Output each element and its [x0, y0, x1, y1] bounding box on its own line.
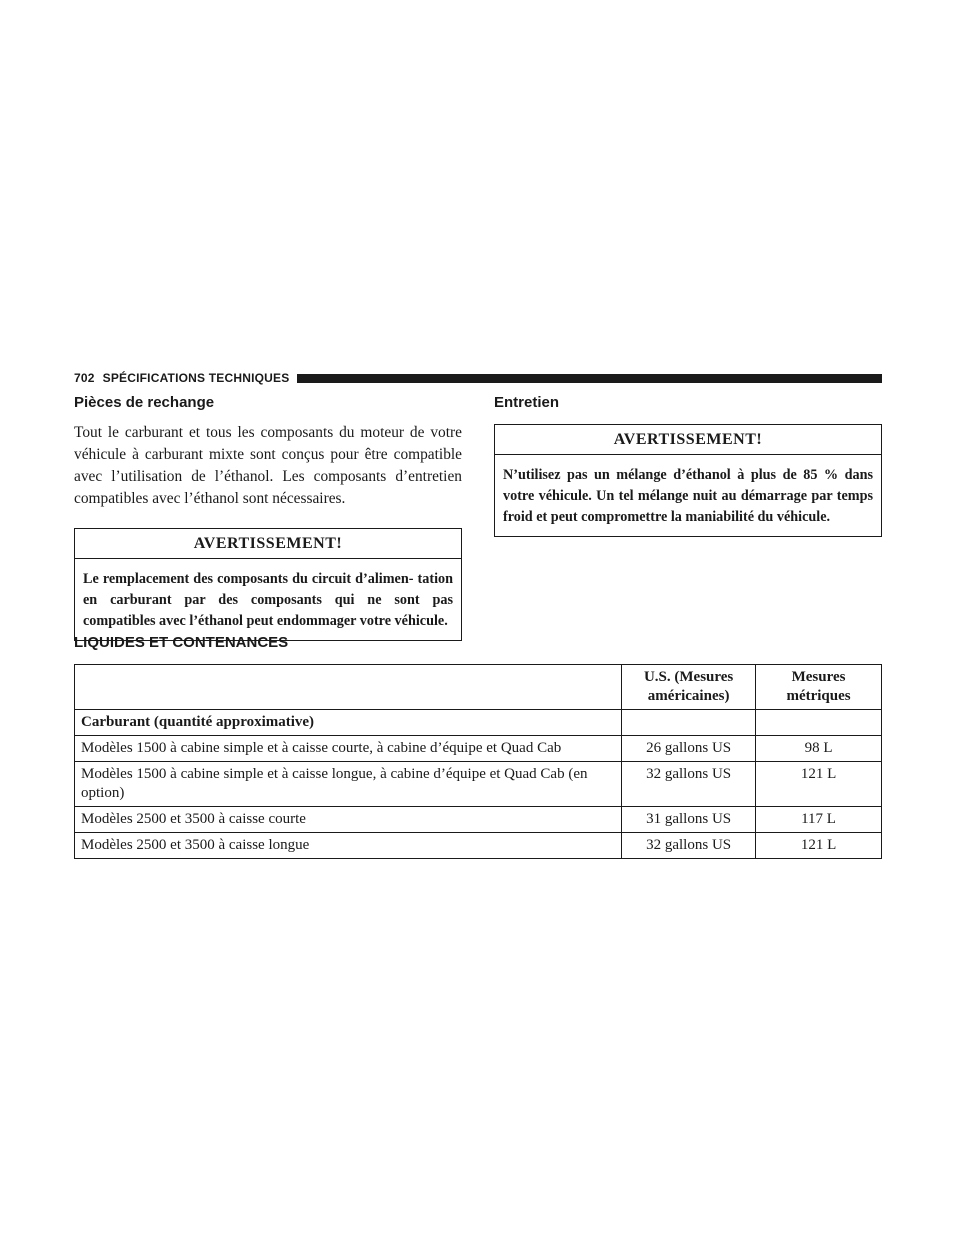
empty-cell	[756, 710, 882, 736]
header-rule	[297, 374, 882, 383]
us-value: 26 gallons US	[622, 736, 756, 762]
metric-value: 121 L	[756, 762, 882, 807]
page-header	[74, 370, 882, 386]
table-row	[75, 833, 882, 859]
warning-text: Le remplacement des composants du circuit d’alimen- tation en carburant par des composants qui ne sont pas compatibles avec l’éthanol peut endommager votre véhicule.	[83, 571, 453, 629]
header-cell: Mesures métriques	[756, 665, 882, 710]
empty-cell	[622, 710, 756, 736]
warning-title: AVERTISSEMENT!	[495, 425, 881, 455]
group-label: Carburant (quantité approximative)	[75, 710, 622, 736]
table-header-row	[75, 665, 882, 710]
us-value: 32 gallons US	[622, 833, 756, 859]
page-section-title: SPÉCIFICATIONS TECHNIQUES	[102, 371, 290, 385]
heading-replacement-parts: Pièces de rechange	[74, 394, 215, 411]
table-row	[75, 736, 882, 762]
metric-value: 117 L	[756, 807, 882, 833]
right-column	[494, 394, 882, 537]
warning-title: AVERTISSEMENT!	[75, 529, 461, 559]
heading-maintenance: Entretien	[494, 394, 560, 411]
table-group-row	[75, 710, 882, 736]
page-number: 702	[74, 371, 95, 385]
header-cell: U.S. (Mesures américaines)	[622, 665, 756, 710]
left-column	[74, 394, 462, 641]
row-label: Modèles 2500 et 3500 à caisse courte	[75, 807, 622, 833]
warning-box-maintenance	[494, 424, 882, 537]
us-value: 32 gallons US	[622, 762, 756, 807]
row-label: Modèles 1500 à cabine simple et à caisse longue, à cabine d’équipe et Quad Cab (en option)	[75, 762, 622, 807]
replacement-parts-paragraph: Tout le carburant et tous les composants du moteur de votre véhicule à carburant mixte sont conçus pour être compatible avec l’utilisation de l’éthanol. Les composants d’entretien compatibles avec l’éthanol sont nécessaires.	[74, 424, 462, 507]
us-value: 31 gallons US	[622, 807, 756, 833]
warning-text: N’utilisez pas un mélange d’éthanol à plus de 85 % dans votre véhicule. Un tel mélange nuit au démarrage par temps froid et peut compromettre la maniabilité du véhicule.	[503, 467, 873, 525]
row-label: Modèles 2500 et 3500 à caisse longue	[75, 833, 622, 859]
table-row	[75, 762, 882, 807]
metric-value: 98 L	[756, 736, 882, 762]
warning-box-parts	[74, 528, 462, 641]
heading-liquids: LIQUIDES ET CONTENANCES	[74, 634, 289, 651]
metric-value: 121 L	[756, 833, 882, 859]
header-cell	[75, 665, 622, 710]
fluids-table	[74, 664, 882, 859]
table-row	[75, 807, 882, 833]
row-label: Modèles 1500 à cabine simple et à caisse courte, à cabine d’équipe et Quad Cab	[75, 736, 622, 762]
